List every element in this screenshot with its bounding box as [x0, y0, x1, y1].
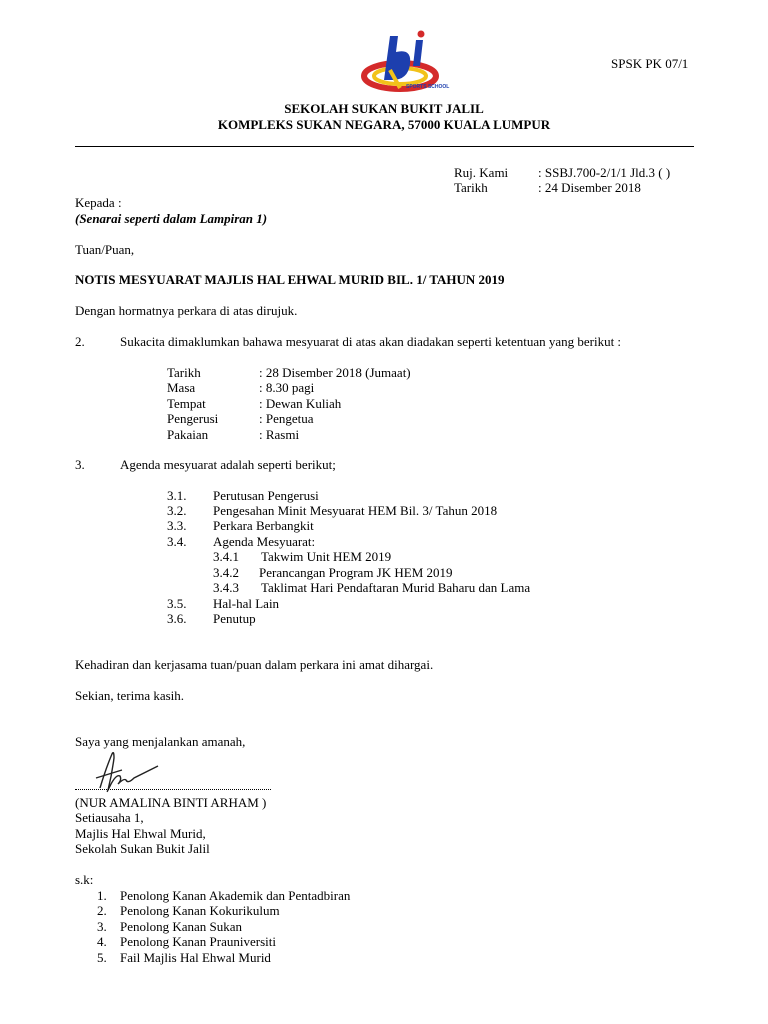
svg-text:SPORTS SCHOOL: SPORTS SCHOOL [406, 84, 450, 90]
agenda-number: 3.3. [167, 518, 187, 533]
sub-agenda-number: 3.4.3 [213, 580, 239, 595]
cc-number: 1. [97, 888, 107, 903]
sub-agenda-number: 3.4.1 [213, 549, 239, 564]
cc-item: Penolong Kanan Prauniversiti [120, 934, 276, 949]
cc-number: 5. [97, 950, 107, 965]
agenda-number: 3.5. [167, 596, 187, 611]
agenda-item: Agenda Mesyuarat: [213, 534, 316, 549]
date-value: : 24 Disember 2018 [538, 180, 641, 195]
header-divider [75, 146, 694, 147]
agenda-item: Hal-hal Lain [213, 596, 280, 611]
cc-item: Penolong Kanan Akademik dan Pentadbiran [120, 888, 351, 903]
recipient-label: Kepada : [75, 195, 122, 210]
subject-line: NOTIS MESYUARAT MAJLIS HAL EHWAL MURID BIL. 1/ TAHUN 2019 [75, 272, 505, 287]
cc-item: Penolong Kanan Sukan [120, 919, 243, 934]
school-logo-icon [360, 30, 450, 98]
sub-agenda-number: 3.4.2 [213, 565, 239, 580]
detail-label: Pakaian [167, 427, 209, 442]
ref-label: Ruj. Kami [454, 165, 509, 180]
signatory-school: Sekolah Sukan Bukit Jalil [75, 841, 210, 856]
para3-text: Agenda mesyuarat adalah seperti berikut; [120, 457, 336, 472]
detail-value: : 28 Disember 2018 (Jumaat) [259, 365, 411, 380]
salutation: Tuan/Puan, [75, 242, 135, 257]
ref-value: : SSBJ.700-2/1/1 Jld.3 ( ) [538, 165, 671, 180]
document-code: SPSK PK 07/1 [611, 56, 689, 71]
school-name: SEKOLAH SUKAN BUKIT JALIL [284, 101, 484, 116]
detail-label: Masa [167, 380, 196, 395]
sub-agenda-item: Taklimat Hari Pendaftaran Murid Baharu dan Lama [261, 580, 531, 595]
detail-value: : Rasmi [259, 427, 300, 442]
cc-number: 4. [97, 934, 107, 949]
sub-agenda-item: Perancangan Program JK HEM 2019 [259, 565, 453, 580]
detail-value: : Dewan Kuliah [259, 396, 342, 411]
cc-item: Fail Majlis Hal Ehwal Murid [120, 950, 271, 965]
appreciation-line: Kehadiran dan kerjasama tuan/puan dalam perkara ini amat dihargai. [75, 657, 434, 672]
detail-value: : 8.30 pagi [259, 380, 315, 395]
para2-text: Sukacita dimaklumkan bahawa mesyuarat di atas akan diadakan seperti ketentuan yang berikut : [120, 334, 622, 349]
detail-label: Tempat [167, 396, 206, 411]
agenda-number: 3.6. [167, 611, 187, 626]
agenda-item: Pengesahan Minit Mesyuarat HEM Bil. 3/ Tahun 2018 [213, 503, 498, 518]
cc-label: s.k: [75, 872, 94, 887]
signatory-title: Setiausaha 1, [75, 810, 144, 825]
school-address: KOMPLEKS SUKAN NEGARA, 57000 KUALA LUMPUR [217, 117, 551, 132]
para2-number: 2. [75, 334, 85, 349]
cc-number: 3. [97, 919, 107, 934]
detail-label: Pengerusi [167, 411, 219, 426]
agenda-number: 3.4. [167, 534, 187, 549]
sub-agenda-item: Takwim Unit HEM 2019 [261, 549, 392, 564]
cc-item: Penolong Kanan Kokurikulum [120, 903, 280, 918]
agenda-number: 3.2. [167, 503, 187, 518]
agenda-item: Penutup [213, 611, 256, 626]
cc-number: 2. [97, 903, 107, 918]
detail-value: : Pengetua [259, 411, 314, 426]
detail-label: Tarikh [167, 365, 201, 380]
thanks-line: Sekian, terima kasih. [75, 688, 185, 703]
signatory-unit: Majlis Hal Ehwal Murid, [75, 826, 206, 841]
agenda-number: 3.1. [167, 488, 187, 503]
signature-line [75, 789, 271, 790]
recipient-list-note: (Senarai seperti dalam Lampiran 1) [75, 211, 268, 226]
para3-number: 3. [75, 457, 85, 472]
agenda-item: Perutusan Pengerusi [213, 488, 319, 503]
signatory-name: (NUR AMALINA BINTI ARHAM ) [75, 795, 267, 810]
date-label: Tarikh [454, 180, 488, 195]
opening-line: Dengan hormatnya perkara di atas dirujuk. [75, 303, 298, 318]
motto-line: Saya yang menjalankan amanah, [75, 734, 246, 749]
agenda-item: Perkara Berbangkit [213, 518, 314, 533]
